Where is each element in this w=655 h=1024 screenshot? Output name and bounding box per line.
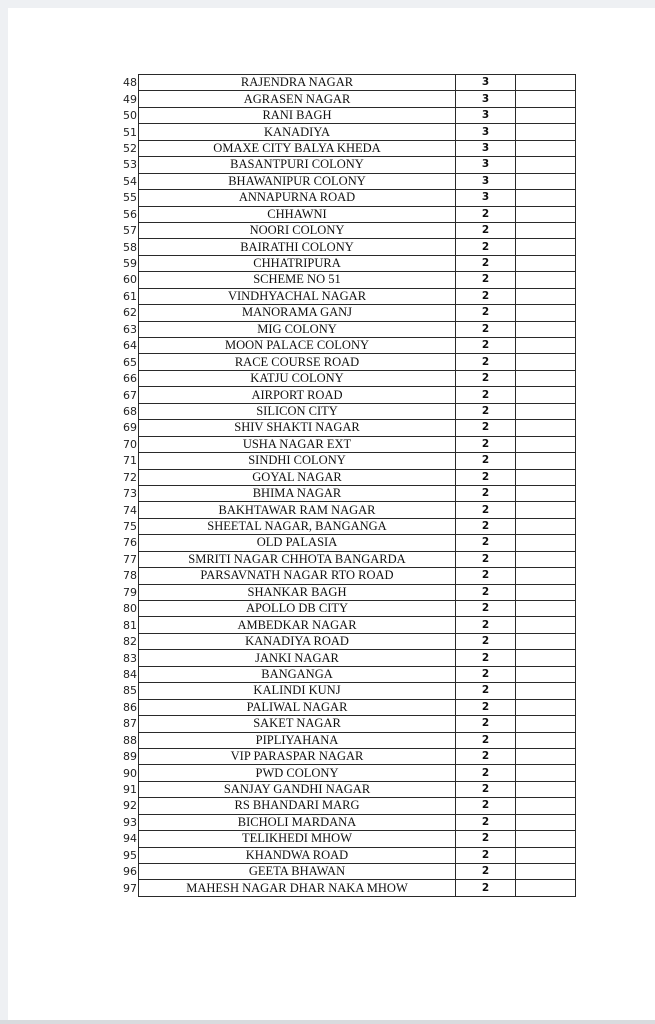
serial-number: 78 <box>123 569 137 583</box>
area-count: 2 <box>456 617 516 633</box>
serial-number: 57 <box>123 224 137 238</box>
area-name: KANADIYA ROAD <box>139 633 456 649</box>
serial-number: 52 <box>123 141 137 155</box>
area-name: ANNAPURNA ROAD <box>139 190 456 206</box>
table-row <box>108 650 576 666</box>
table-row <box>108 551 576 567</box>
area-count-table <box>108 74 576 897</box>
table-row <box>108 206 576 222</box>
area-name: KALINDI KUNJ <box>139 683 456 699</box>
blank-cell <box>516 535 576 551</box>
area-count: 3 <box>456 140 516 156</box>
blank-cell <box>516 436 576 452</box>
area-count: 2 <box>456 765 516 781</box>
serial-number: 97 <box>123 881 137 895</box>
serial-number: 82 <box>123 635 137 649</box>
area-count: 2 <box>456 387 516 403</box>
serial-number: 60 <box>123 273 137 287</box>
table-row <box>108 305 576 321</box>
table-row <box>108 354 576 370</box>
serial-number: 86 <box>123 700 137 714</box>
blank-cell <box>516 617 576 633</box>
table-row <box>108 864 576 880</box>
serial-number: 92 <box>123 799 137 813</box>
blank-cell <box>516 157 576 173</box>
table-row <box>108 436 576 452</box>
serial-number: 63 <box>123 322 137 336</box>
serial-number: 83 <box>123 651 137 665</box>
blank-cell <box>516 206 576 222</box>
area-count: 2 <box>456 453 516 469</box>
area-count: 2 <box>456 321 516 337</box>
area-count: 2 <box>456 716 516 732</box>
serial-number: 64 <box>123 339 137 353</box>
table-row <box>108 666 576 682</box>
area-count: 2 <box>456 880 516 896</box>
area-name: MAHESH NAGAR DHAR NAKA MHOW <box>139 880 456 896</box>
area-count: 2 <box>456 650 516 666</box>
blank-cell <box>516 354 576 370</box>
serial-number: 85 <box>123 684 137 698</box>
serial-number: 54 <box>123 174 137 188</box>
blank-cell <box>516 124 576 140</box>
serial-number: 56 <box>123 207 137 221</box>
blank-cell <box>516 683 576 699</box>
serial-number: 72 <box>123 470 137 484</box>
area-count: 3 <box>456 75 516 91</box>
blank-cell <box>516 666 576 682</box>
table-row <box>108 814 576 830</box>
serial-number: 77 <box>123 552 137 566</box>
area-name: BHAWANIPUR COLONY <box>139 173 456 189</box>
blank-cell <box>516 469 576 485</box>
area-name: AMBEDKAR NAGAR <box>139 617 456 633</box>
table-row <box>108 485 576 501</box>
area-name: MANORAMA GANJ <box>139 305 456 321</box>
table-row <box>108 222 576 238</box>
serial-number: 91 <box>123 783 137 797</box>
area-count: 2 <box>456 535 516 551</box>
serial-number: 70 <box>123 437 137 451</box>
blank-cell <box>516 403 576 419</box>
table-row <box>108 518 576 534</box>
serial-number: 49 <box>123 92 137 106</box>
area-name: KHANDWA ROAD <box>139 847 456 863</box>
blank-cell <box>516 387 576 403</box>
area-count: 2 <box>456 502 516 518</box>
table-row <box>108 239 576 255</box>
blank-cell <box>516 847 576 863</box>
table-row <box>108 173 576 189</box>
area-count: 2 <box>456 748 516 764</box>
area-name: RAJENDRA NAGAR <box>139 75 456 91</box>
serial-number: 95 <box>123 848 137 862</box>
area-name: MIG COLONY <box>139 321 456 337</box>
area-count: 2 <box>456 403 516 419</box>
area-count: 2 <box>456 831 516 847</box>
serial-number: 51 <box>123 125 137 139</box>
area-count: 2 <box>456 551 516 567</box>
serial-number: 84 <box>123 667 137 681</box>
table-row <box>108 831 576 847</box>
area-name: RANI BAGH <box>139 107 456 123</box>
table-row <box>108 502 576 518</box>
table-row <box>108 798 576 814</box>
serial-number: 80 <box>123 602 137 616</box>
area-name: PARSAVNATH NAGAR RTO ROAD <box>139 568 456 584</box>
blank-cell <box>516 239 576 255</box>
area-count: 3 <box>456 157 516 173</box>
area-name: SINDHI COLONY <box>139 453 456 469</box>
area-count: 2 <box>456 781 516 797</box>
area-count: 2 <box>456 814 516 830</box>
area-count: 2 <box>456 683 516 699</box>
area-count: 2 <box>456 288 516 304</box>
area-count: 2 <box>456 666 516 682</box>
serial-number: 93 <box>123 815 137 829</box>
area-count: 2 <box>456 601 516 617</box>
table-row <box>108 124 576 140</box>
area-name: SAKET NAGAR <box>139 716 456 732</box>
area-count: 2 <box>456 338 516 354</box>
area-name: SCHEME NO 51 <box>139 272 456 288</box>
serial-number: 55 <box>123 191 137 205</box>
table-row <box>108 699 576 715</box>
blank-cell <box>516 880 576 896</box>
table-row <box>108 781 576 797</box>
serial-number: 79 <box>123 585 137 599</box>
area-count: 2 <box>456 584 516 600</box>
area-name: PALIWAL NAGAR <box>139 699 456 715</box>
blank-cell <box>516 831 576 847</box>
table-row <box>108 140 576 156</box>
blank-cell <box>516 222 576 238</box>
area-count: 2 <box>456 568 516 584</box>
area-name: JANKI NAGAR <box>139 650 456 666</box>
area-name: APOLLO DB CITY <box>139 601 456 617</box>
blank-cell <box>516 814 576 830</box>
table-row <box>108 107 576 123</box>
table-row <box>108 617 576 633</box>
blank-cell <box>516 765 576 781</box>
table-row <box>108 272 576 288</box>
area-name: VINDHYACHAL NAGAR <box>139 288 456 304</box>
area-name: BAKHTAWAR RAM NAGAR <box>139 502 456 518</box>
area-name: PIPLIYAHANA <box>139 732 456 748</box>
serial-number: 48 <box>123 76 137 90</box>
area-name: CHHATRIPURA <box>139 255 456 271</box>
area-name: NOORI COLONY <box>139 222 456 238</box>
blank-cell <box>516 518 576 534</box>
blank-cell <box>516 748 576 764</box>
area-count: 2 <box>456 798 516 814</box>
serial-number: 69 <box>123 421 137 435</box>
blank-cell <box>516 502 576 518</box>
serial-number: 81 <box>123 618 137 632</box>
blank-cell <box>516 568 576 584</box>
area-count: 2 <box>456 239 516 255</box>
area-name: GEETA BHAWAN <box>139 864 456 880</box>
area-count: 3 <box>456 107 516 123</box>
serial-number: 74 <box>123 503 137 517</box>
area-count: 2 <box>456 222 516 238</box>
area-name: CHHAWNI <box>139 206 456 222</box>
area-count: 2 <box>456 354 516 370</box>
serial-number: 71 <box>123 454 137 468</box>
table-row <box>108 453 576 469</box>
area-count: 3 <box>456 173 516 189</box>
area-name: KATJU COLONY <box>139 370 456 386</box>
area-count: 2 <box>456 272 516 288</box>
serial-number: 50 <box>123 109 137 123</box>
table-row <box>108 321 576 337</box>
table-row <box>108 420 576 436</box>
blank-cell <box>516 453 576 469</box>
blank-cell <box>516 699 576 715</box>
blank-cell <box>516 288 576 304</box>
table-row <box>108 535 576 551</box>
serial-number: 94 <box>123 832 137 846</box>
area-count: 2 <box>456 305 516 321</box>
serial-number: 58 <box>123 240 137 254</box>
serial-number: 89 <box>123 750 137 764</box>
blank-cell <box>516 420 576 436</box>
table-row <box>108 716 576 732</box>
area-count: 3 <box>456 91 516 107</box>
area-name: SHEETAL NAGAR, BANGANGA <box>139 518 456 534</box>
serial-number: 90 <box>123 766 137 780</box>
area-name: SHANKAR BAGH <box>139 584 456 600</box>
table-row <box>108 880 576 896</box>
blank-cell <box>516 107 576 123</box>
table-row <box>108 469 576 485</box>
table-row <box>108 584 576 600</box>
table-row <box>108 633 576 649</box>
area-name: RS BHANDARI MARG <box>139 798 456 814</box>
area-count: 2 <box>456 633 516 649</box>
area-name: SHIV SHAKTI NAGAR <box>139 420 456 436</box>
area-count: 2 <box>456 436 516 452</box>
blank-cell <box>516 798 576 814</box>
blank-cell <box>516 584 576 600</box>
blank-cell <box>516 140 576 156</box>
blank-cell <box>516 321 576 337</box>
area-name: OMAXE CITY BALYA KHEDA <box>139 140 456 156</box>
area-count: 2 <box>456 864 516 880</box>
serial-number: 87 <box>123 717 137 731</box>
table-row <box>108 748 576 764</box>
blank-cell <box>516 732 576 748</box>
blank-cell <box>516 633 576 649</box>
table-row <box>108 601 576 617</box>
area-count: 2 <box>456 518 516 534</box>
blank-cell <box>516 338 576 354</box>
blank-cell <box>516 75 576 91</box>
table-row <box>108 568 576 584</box>
table-row <box>108 91 576 107</box>
area-count-table-wrapper <box>108 74 576 897</box>
area-name: AIRPORT ROAD <box>139 387 456 403</box>
blank-cell <box>516 864 576 880</box>
blank-cell <box>516 91 576 107</box>
serial-number: 65 <box>123 355 137 369</box>
area-name: SILICON CITY <box>139 403 456 419</box>
blank-cell <box>516 272 576 288</box>
serial-number: 73 <box>123 487 137 501</box>
area-count: 2 <box>456 732 516 748</box>
area-name: SMRITI NAGAR CHHOTA BANGARDA <box>139 551 456 567</box>
serial-number: 76 <box>123 536 137 550</box>
table-row <box>108 255 576 271</box>
table-row <box>108 847 576 863</box>
area-name: SANJAY GANDHI NAGAR <box>139 781 456 797</box>
blank-cell <box>516 173 576 189</box>
area-count: 2 <box>456 469 516 485</box>
blank-cell <box>516 601 576 617</box>
area-name: GOYAL NAGAR <box>139 469 456 485</box>
area-name: BANGANGA <box>139 666 456 682</box>
area-name: VIP PARASPAR NAGAR <box>139 748 456 764</box>
serial-number: 88 <box>123 733 137 747</box>
area-name: RACE COURSE ROAD <box>139 354 456 370</box>
area-count: 3 <box>456 190 516 206</box>
blank-cell <box>516 551 576 567</box>
serial-number: 68 <box>123 404 137 418</box>
area-name: BHIMA NAGAR <box>139 485 456 501</box>
area-name: KANADIYA <box>139 124 456 140</box>
area-name: BICHOLI MARDANA <box>139 814 456 830</box>
area-count: 2 <box>456 485 516 501</box>
table-row <box>108 765 576 781</box>
area-count: 2 <box>456 255 516 271</box>
area-count: 2 <box>456 206 516 222</box>
area-count: 2 <box>456 420 516 436</box>
blank-cell <box>516 190 576 206</box>
serial-number: 62 <box>123 306 137 320</box>
serial-number: 61 <box>123 289 137 303</box>
blank-cell <box>516 485 576 501</box>
area-count: 3 <box>456 124 516 140</box>
area-count: 2 <box>456 699 516 715</box>
serial-number: 66 <box>123 372 137 386</box>
serial-number: 96 <box>123 865 137 879</box>
table-row <box>108 387 576 403</box>
table-row <box>108 683 576 699</box>
serial-number: 59 <box>123 257 137 271</box>
blank-cell <box>516 716 576 732</box>
serial-number: 53 <box>123 158 137 172</box>
table-body <box>108 75 576 897</box>
blank-cell <box>516 255 576 271</box>
area-name: PWD COLONY <box>139 765 456 781</box>
area-name: TELIKHEDI MHOW <box>139 831 456 847</box>
blank-cell <box>516 370 576 386</box>
area-name: MOON PALACE COLONY <box>139 338 456 354</box>
area-name: USHA NAGAR EXT <box>139 436 456 452</box>
table-row <box>108 288 576 304</box>
table-row <box>108 190 576 206</box>
table-row <box>108 370 576 386</box>
area-count: 2 <box>456 847 516 863</box>
table-row <box>108 732 576 748</box>
blank-cell <box>516 781 576 797</box>
area-name: BASANTPURI COLONY <box>139 157 456 173</box>
area-name: BAIRATHI COLONY <box>139 239 456 255</box>
serial-number: 67 <box>123 388 137 402</box>
area-count: 2 <box>456 370 516 386</box>
table-row <box>108 75 576 91</box>
blank-cell <box>516 650 576 666</box>
serial-number: 75 <box>123 520 137 534</box>
bottom-edge <box>0 1020 655 1024</box>
table-row <box>108 403 576 419</box>
table-row <box>108 157 576 173</box>
area-name: OLD PALASIA <box>139 535 456 551</box>
table-row <box>108 338 576 354</box>
area-name: AGRASEN NAGAR <box>139 91 456 107</box>
document-page <box>8 8 655 1020</box>
blank-cell <box>516 305 576 321</box>
